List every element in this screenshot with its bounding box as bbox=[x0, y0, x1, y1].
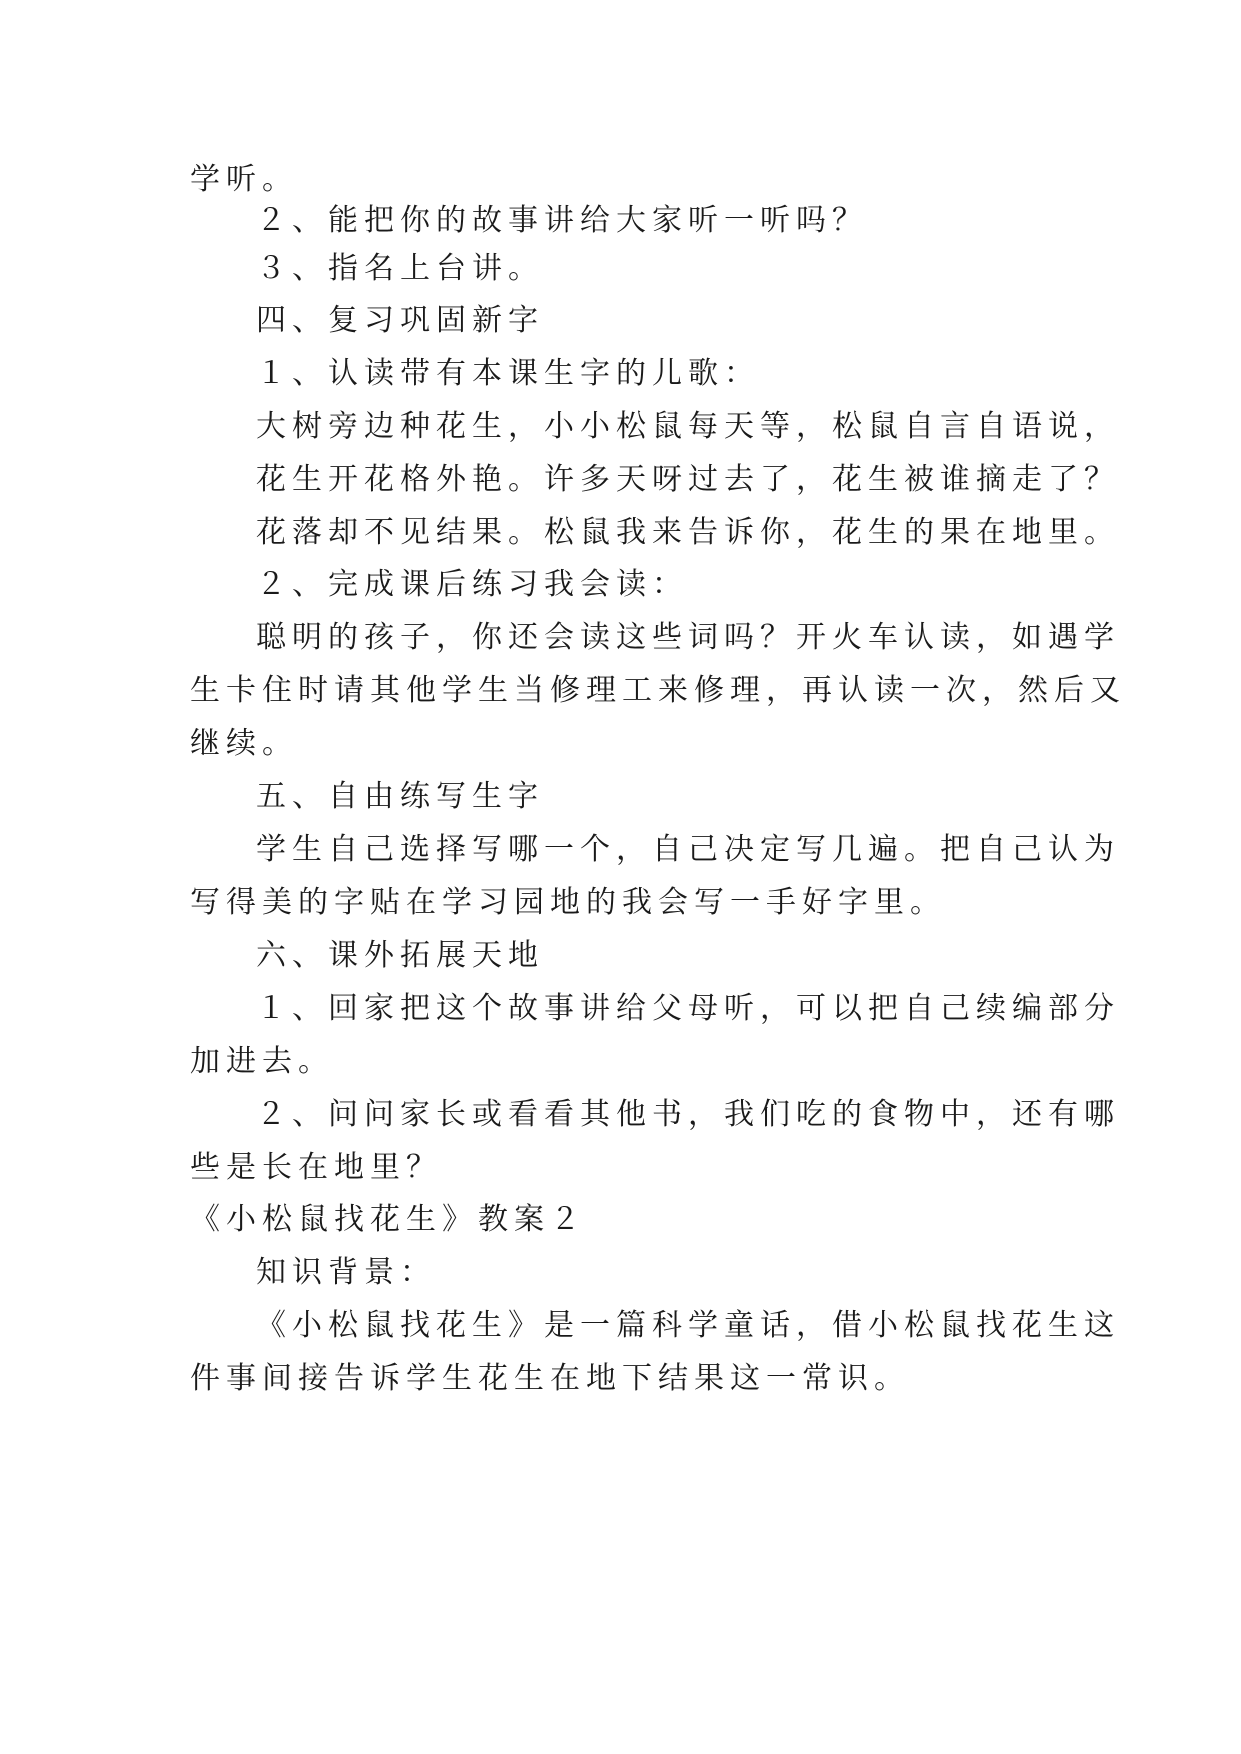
text-line: ２、完成课后练习我会读： bbox=[256, 567, 688, 602]
text-line: 聪明的孩子，你还会读这些词吗？开火车认读，如遇学 bbox=[256, 620, 1120, 655]
document-title: 《小松鼠找花生》教案２ bbox=[190, 1202, 586, 1237]
section-heading: 五、自由练写生字 bbox=[256, 779, 544, 814]
poem-line: 花生开花格外艳。许多天呀过去了，花生被谁摘走了？ bbox=[256, 462, 1120, 497]
text-line: １、回家把这个故事讲给父母听，可以把自己续编部分 bbox=[256, 991, 1120, 1026]
text-line: 学听。 bbox=[190, 162, 298, 197]
text-line: ２、能把你的故事讲给大家听一听吗？ bbox=[256, 203, 868, 238]
text-line: ２、问问家长或看看其他书，我们吃的食物中，还有哪 bbox=[256, 1097, 1120, 1132]
section-heading: 四、复习巩固新字 bbox=[256, 303, 544, 338]
text-line: 件事间接告诉学生花生在地下结果这一常识。 bbox=[190, 1361, 910, 1396]
text-line: 些是长在地里？ bbox=[190, 1150, 442, 1185]
section-heading: 知识背景： bbox=[256, 1255, 436, 1290]
text-line: 《小松鼠找花生》是一篇科学童话，借小松鼠找花生这 bbox=[256, 1308, 1120, 1343]
text-line: 写得美的字贴在学习园地的我会写一手好字里。 bbox=[190, 885, 946, 920]
text-line: 生卡住时请其他学生当修理工来修理，再认读一次，然后又 bbox=[190, 673, 1126, 708]
text-line: １、认读带有本课生字的儿歌： bbox=[256, 356, 760, 391]
text-line: ３、指名上台讲。 bbox=[256, 251, 544, 286]
text-line: 加进去。 bbox=[190, 1044, 334, 1079]
poem-line: 大树旁边种花生，小小松鼠每天等，松鼠自言自语说， bbox=[256, 409, 1120, 444]
text-line: 继续。 bbox=[190, 726, 298, 761]
section-heading: 六、课外拓展天地 bbox=[256, 938, 544, 973]
text-line: 学生自己选择写哪一个，自己决定写几遍。把自己认为 bbox=[256, 832, 1120, 867]
poem-line: 花落却不见结果。松鼠我来告诉你，花生的果在地里。 bbox=[256, 515, 1120, 550]
